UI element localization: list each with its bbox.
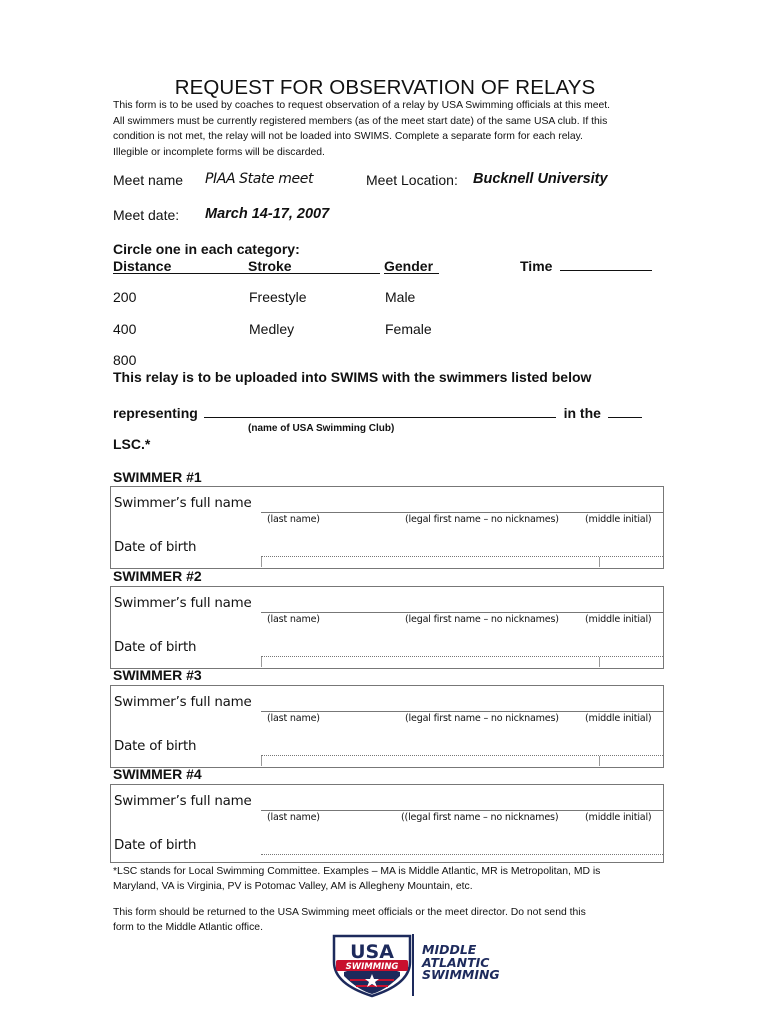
club-field[interactable] <box>204 406 556 418</box>
swimmer-2-name-field[interactable] <box>261 612 663 613</box>
swimmer-2-middle-caption: (middle initial) <box>585 614 652 625</box>
meet-location-value[interactable]: Bucknell University <box>473 171 608 187</box>
swimmer-4-last-caption: (last name) <box>267 812 320 823</box>
intro-line: This form is to be used by coaches to request observation of a relay by USA Swimming officials at this meet. <box>113 100 611 111</box>
swimmer-4-dob-field[interactable] <box>261 854 663 855</box>
upload-sentence: This relay is to be uploaded into SWIMS with the swimmers listed below <box>113 369 592 385</box>
swimmer-2-box <box>110 586 664 669</box>
divider-tick <box>599 756 600 766</box>
logo-divider <box>412 934 414 996</box>
meet-name-label: Meet name <box>113 172 184 188</box>
swimmer-3-dob-label: Date of birth <box>114 739 197 754</box>
intro-line: condition is not met, the relay will not be loaded into SWIMS. Complete a separate form for each relay. <box>113 131 583 142</box>
swimmer-2-dob-field[interactable] <box>261 656 663 657</box>
swimmer-4-heading: SWIMMER #4 <box>113 766 202 782</box>
lsc-footnote <box>113 864 673 894</box>
distance-option-400[interactable]: 400 <box>113 321 137 337</box>
representing-row <box>113 405 642 421</box>
intro-line: Illegible or incomplete forms will be discarded. <box>113 146 325 158</box>
footnote-line: Maryland, VA is Virginia, PV is Potomac Valley, AM is Allegheny Mountain, etc. <box>113 881 473 892</box>
swimmer-2-dob-label: Date of birth <box>114 640 197 655</box>
logo-usa-text: USA <box>350 941 394 963</box>
meet-location-label: Meet Location: <box>366 172 458 188</box>
return-line: form to the Middle Atlantic office. <box>113 922 263 933</box>
club-caption: (name of USA Swimming Club) <box>248 423 395 434</box>
logo-swimming-text: SWIMMING <box>345 962 399 972</box>
swimmer-4-box <box>110 784 664 863</box>
in-the-label: in the <box>563 405 601 421</box>
distance-header: Distance <box>113 258 248 274</box>
lsc-field[interactable] <box>608 406 642 418</box>
stroke-option-freestyle[interactable]: Freestyle <box>249 289 307 305</box>
swimmer-1-last-caption: (last name) <box>267 514 320 525</box>
swimmer-1-first-caption: (legal first name – no nicknames) <box>405 514 559 525</box>
swimmer-2-last-caption: (last name) <box>267 614 320 625</box>
swimmer-1-dob-field[interactable] <box>261 556 663 557</box>
swimmer-1-full-name-label: Swimmer’s full name <box>114 496 252 511</box>
swimmer-3-middle-caption: (middle initial) <box>585 713 652 724</box>
swimmer-2-first-caption: (legal first name – no nicknames) <box>405 614 559 625</box>
distance-option-800[interactable]: 800 <box>113 352 137 368</box>
divider-tick <box>599 657 600 667</box>
meet-date-value[interactable]: March 14-17, 2007 <box>205 206 330 222</box>
stroke-option-medley[interactable]: Medley <box>249 321 295 337</box>
swimmer-4-full-name-label: Swimmer’s full name <box>114 794 252 809</box>
meet-name-value[interactable]: PIAA State meet <box>205 171 314 187</box>
swimmer-3-full-name-label: Swimmer’s full name <box>114 695 252 710</box>
swimmer-4-name-field[interactable] <box>261 810 663 811</box>
swimmer-1-dob-label: Date of birth <box>114 540 197 555</box>
swimmer-1-name-field[interactable] <box>261 512 663 513</box>
time-header <box>520 258 652 274</box>
swimmer-4-dob-label: Date of birth <box>114 838 197 853</box>
swimmer-4-middle-caption: (middle initial) <box>585 812 652 823</box>
time-field[interactable] <box>560 259 652 271</box>
logo-org-name <box>422 944 500 982</box>
representing-label: representing <box>113 405 198 421</box>
logo-org-line: ATLANTIC <box>422 954 490 970</box>
lsc-label: LSC.* <box>113 436 151 452</box>
meet-date-label: Meet date: <box>113 207 180 223</box>
swimmer-3-name-field[interactable] <box>261 711 663 712</box>
swimmer-2-heading: SWIMMER #2 <box>113 568 202 584</box>
category-instruction: Circle one in each category: <box>113 241 300 257</box>
swimmer-3-heading: SWIMMER #3 <box>113 667 202 683</box>
logo-org-line: MIDDLE <box>422 942 477 957</box>
gender-option-male[interactable]: Male <box>385 289 416 305</box>
return-line: This form should be returned to the USA Swimming meet officials or the meet director. Do not send this <box>113 907 586 918</box>
intro-paragraph <box>113 98 673 160</box>
form-title: REQUEST FOR OBSERVATION OF RELAYS <box>174 76 596 99</box>
gender-header: Gender <box>384 258 439 274</box>
swimmer-3-first-caption: (legal first name – no nicknames) <box>405 713 559 724</box>
intro-line: All swimmers must be currently registered members (as of the meet start date) of the same USA club. If this <box>113 115 608 127</box>
distance-option-200[interactable]: 200 <box>113 289 137 305</box>
divider-tick <box>261 557 262 567</box>
divider-tick <box>261 657 262 667</box>
swimmer-1-box <box>110 486 664 569</box>
swimmer-1-heading: SWIMMER #1 <box>113 469 202 485</box>
divider-tick <box>261 756 262 766</box>
swimmer-3-last-caption: (last name) <box>267 713 320 724</box>
usa-swimming-shield-icon <box>330 932 414 998</box>
swimmer-2-full-name-label: Swimmer’s full name <box>114 596 252 611</box>
swimmer-3-dob-field[interactable] <box>261 755 663 756</box>
time-label: Time <box>520 258 553 274</box>
swimmer-4-first-caption: ((legal first name – no nicknames) <box>401 812 559 823</box>
gender-option-female[interactable]: Female <box>385 321 432 337</box>
swimmer-3-box <box>110 685 664 768</box>
divider-tick <box>599 557 600 567</box>
stroke-header: Stroke <box>248 258 380 274</box>
logo-org-line: SWIMMING <box>422 967 500 983</box>
swimmer-1-middle-caption: (middle initial) <box>585 514 652 525</box>
middle-atlantic-swimming-logo <box>330 930 530 1000</box>
footnote-line: *LSC stands for Local Swimming Committee. Examples – MA is Middle Atlantic, MR is Metropolitan, MD is <box>113 866 601 877</box>
